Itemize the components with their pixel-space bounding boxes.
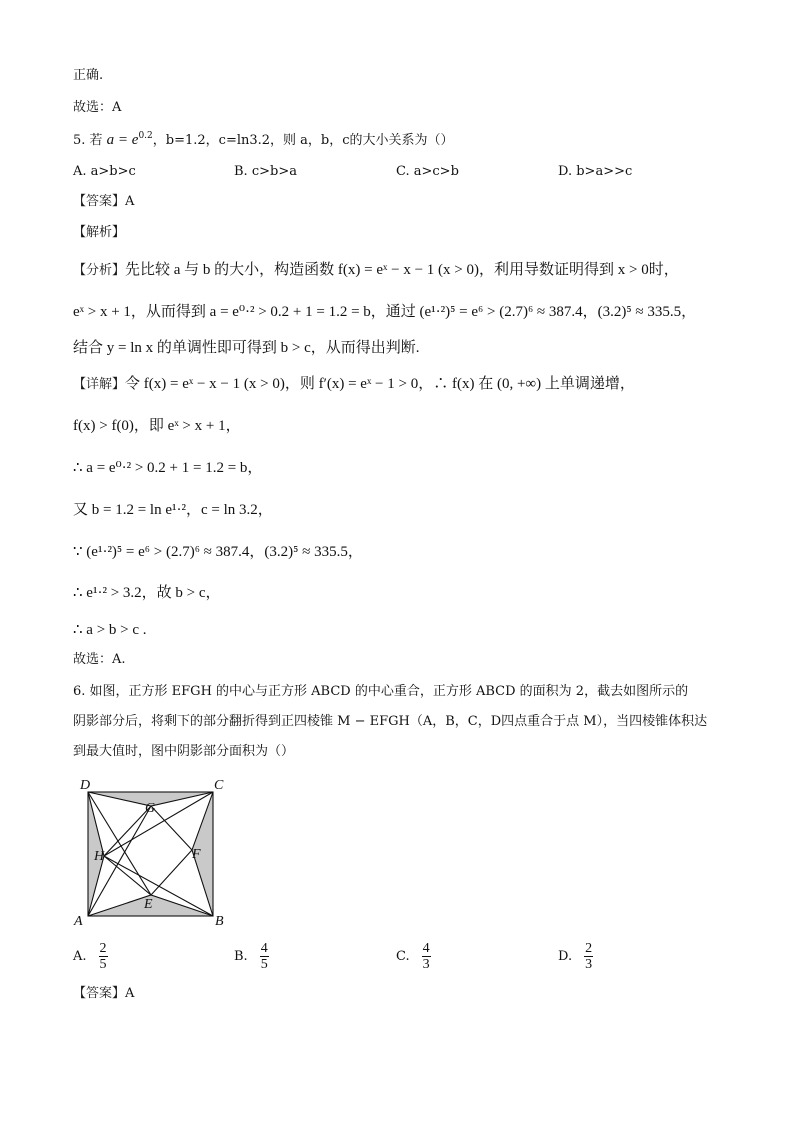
q5-xiangjie-line: ∴ e¹·² > 3.2，故 b > c， xyxy=(73,585,221,601)
q5-xiangjie-line: ∵ (e¹·²)⁵ = e⁶ > (2.7)⁶ ≈ 387.4，(3.2)⁵ ≈ 335.5， xyxy=(73,544,363,560)
q5-xiangjie-line: 又 b = 1.2 = ln e¹·²，c = ln 3.2， xyxy=(73,502,273,518)
q5-option-b: B. c>b>a xyxy=(234,164,297,179)
answer-value: A xyxy=(125,986,135,1001)
option-label: B. xyxy=(234,949,248,964)
q5-fenxi-line: eˣ > x + 1，从而得到 a = e⁰·² > 0.2 + 1 = 1.2 = b，通过 (e¹·²)⁵ = e⁶ > (2.7)⁶ ≈ 387.4，(3.2)⁵ ≈ 335.5， xyxy=(73,304,697,320)
q6-option-a xyxy=(73,941,108,972)
q6-answer xyxy=(73,984,134,1004)
label-b: B xyxy=(215,914,224,929)
q6-option-d xyxy=(558,941,593,972)
fraction-denominator: 5 xyxy=(99,957,107,972)
fenxi-text: 先比较 a 与 b 的大小，构造函数 f(x) = eˣ − x − 1 (x > 0)，利用导数证明得到 x > 0时， xyxy=(125,262,679,278)
q6-stem-line: 6. 如图，正方形 EFGH 的中心与正方形 ABCD 的中心重合，正方形 ABCD 的面积为 2，截去如图所示的 xyxy=(73,684,689,699)
text-line: 故选：A xyxy=(73,100,122,115)
q5-xiangjie-line: ∴ a > b > c . xyxy=(73,622,147,638)
label-d: D xyxy=(80,778,91,793)
q6-stem-line: 到最大值时，图中阴影部分面积为（） xyxy=(73,744,295,759)
q5-option-c: C. a>c>b xyxy=(396,164,459,179)
answer-tag: 【答案】 xyxy=(73,986,126,1001)
fraction-denominator: 3 xyxy=(422,957,430,972)
q5-option-a: A. a>b>c xyxy=(73,164,136,179)
q5-stem-a: a = e xyxy=(106,132,139,148)
q5-xiangjie-line: 故选：A. xyxy=(73,652,126,667)
label-h: H xyxy=(94,849,105,864)
q5-fenxi-line xyxy=(73,260,679,281)
q5-answer xyxy=(73,192,134,212)
fenxi-tag: 【分析】 xyxy=(73,263,126,278)
q6-stem-line: 阴影部分后，将剩下的部分翻折得到正四棱锥 M − EFGH（A，B，C，D四点重合于点 M），当四棱锥体积达 xyxy=(73,714,708,729)
label-a: A xyxy=(74,914,83,929)
q6-figure xyxy=(70,772,240,932)
option-label: C. xyxy=(396,949,410,964)
label-c: C xyxy=(214,778,224,793)
q5-stem-prefix: 5. 若 xyxy=(73,133,107,148)
option-label: A. xyxy=(73,949,87,964)
fraction xyxy=(260,941,269,972)
q6-option-c xyxy=(396,941,431,972)
q5-analysis-tag: 【解析】 xyxy=(73,225,126,240)
label-f: F xyxy=(192,847,201,862)
q5-xiangjie-line: f(x) > f(0)，即 eˣ > x + 1， xyxy=(73,418,241,434)
q5-stem-exp: 0.2 xyxy=(138,131,153,141)
q5-option-d: D. b>a>>c xyxy=(558,164,633,179)
xiangjie-text: 令 f(x) = eˣ − x − 1 (x > 0)，则 f′(x) = eˣ − 1 > 0，∴ f(x) 在 (0, +∞) 上单调递增， xyxy=(125,376,635,392)
fraction-denominator: 3 xyxy=(585,957,593,972)
label-e: E xyxy=(144,897,153,912)
fraction xyxy=(584,941,593,972)
label-g: G xyxy=(145,801,156,816)
xiangjie-tag: 【详解】 xyxy=(73,377,126,392)
option-label: D. xyxy=(558,949,573,964)
fraction-numerator: 2 xyxy=(585,941,593,956)
answer-value: A xyxy=(125,194,135,209)
text-line: 正确. xyxy=(73,68,104,83)
answer-tag: 【答案】 xyxy=(73,194,126,209)
fraction xyxy=(99,941,108,972)
fraction-denominator: 5 xyxy=(260,957,268,972)
fraction-numerator: 4 xyxy=(422,941,430,956)
q5-xiangjie-line xyxy=(73,374,635,395)
q5-xiangjie-line: ∴ a = e⁰·² > 0.2 + 1 = 1.2 = b， xyxy=(73,460,263,476)
q5-stem-rest: ，b=1.2，c=ln3.2，则 a，b，c的大小关系为（） xyxy=(152,133,454,148)
fraction xyxy=(422,941,431,972)
fraction-numerator: 2 xyxy=(99,941,107,956)
q5-fenxi-line: 结合 y = ln x 的单调性即可得到 b > c，从而得出判断. xyxy=(73,340,420,356)
q5-stem xyxy=(73,130,454,151)
square-efgh xyxy=(104,806,192,895)
q6-option-b xyxy=(234,941,269,972)
fraction-numerator: 4 xyxy=(260,941,268,956)
